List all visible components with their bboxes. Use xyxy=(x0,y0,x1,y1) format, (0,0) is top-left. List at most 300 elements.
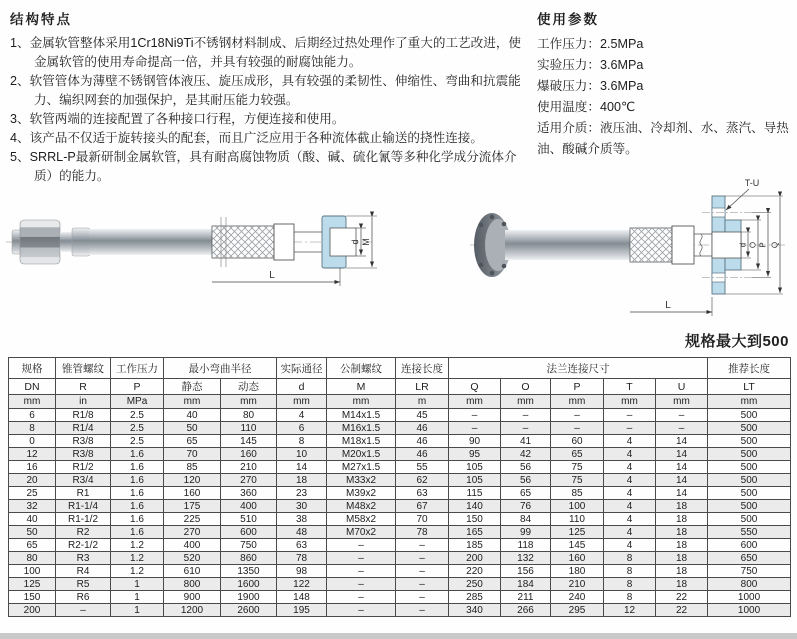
dim-label-l: L xyxy=(269,270,275,281)
param-temperature: 使用温度：400℃ xyxy=(537,100,636,114)
table-row xyxy=(9,474,791,487)
table-cell: 1.6 xyxy=(111,487,164,500)
table-cell: R1-1/4 xyxy=(56,500,111,513)
table-row xyxy=(9,578,791,591)
table-cell: 8 xyxy=(604,578,656,591)
col-group: 锥管螺纹 xyxy=(56,358,111,379)
table-cell: 67 xyxy=(396,500,449,513)
col-symbol: P xyxy=(111,379,164,395)
table-cell: 115 xyxy=(449,487,501,500)
table-row xyxy=(9,500,791,513)
table-cell: 4 xyxy=(277,409,327,422)
hose-diagram-flanged xyxy=(400,172,797,332)
col-unit: mm xyxy=(277,395,327,409)
table-cell: 1350 xyxy=(221,565,277,578)
table-cell: – xyxy=(501,422,551,435)
table-cell: 160 xyxy=(164,487,221,500)
table-cell: 12 xyxy=(9,448,56,461)
table-cell: 150 xyxy=(449,513,501,526)
col-group: 公制螺纹 xyxy=(327,358,396,379)
table-cell: 4 xyxy=(604,500,656,513)
table-cell: 750 xyxy=(221,539,277,552)
table-cell: 40 xyxy=(9,513,56,526)
dim-label-d: d xyxy=(738,242,748,248)
table-cell: 18 xyxy=(656,565,708,578)
table-cell: 78 xyxy=(277,552,327,565)
table-cell: M39x2 xyxy=(327,487,396,500)
page-edge-shadow xyxy=(0,633,797,639)
col-group: 工作压力 xyxy=(111,358,164,379)
table-cell: 500 xyxy=(708,474,791,487)
table-cell: R1 xyxy=(56,487,111,500)
table-cell: 48 xyxy=(277,526,327,539)
col-symbol: 静态 xyxy=(164,379,221,395)
col-unit: mm xyxy=(551,395,604,409)
table-cell: 46 xyxy=(396,435,449,448)
table-cell: R3/4 xyxy=(56,474,111,487)
dim-label-m: M xyxy=(361,238,371,246)
table-cell: 145 xyxy=(221,435,277,448)
table-cell: 8 xyxy=(277,435,327,448)
table-cell: 65 xyxy=(551,448,604,461)
table-cell: 85 xyxy=(164,461,221,474)
table-cell: 23 xyxy=(277,487,327,500)
bolt-hole xyxy=(479,263,484,268)
col-symbol: P xyxy=(551,379,604,395)
flange-bore xyxy=(712,232,741,258)
features-title: 结构特点 xyxy=(10,12,72,27)
feature-item: 1、金属软管整体采用1Cr18Ni9Ti不锈钢材料制成、后期经过热处理作了重大的工艺改进，使金属软管的使用寿命提高一倍，并具有较强的耐腐蚀能力。 xyxy=(10,36,522,69)
table-cell: 18 xyxy=(277,474,327,487)
table-cell: 1.6 xyxy=(111,513,164,526)
feature-item: 2、软管管体为薄壁不锈钢管体液压、旋压成形，具有较强的柔韧性、伸缩性、弯曲和抗震能力、编织网套的加强保护，是其耐压能力较强。 xyxy=(10,74,521,107)
table-cell: 65 xyxy=(164,435,221,448)
bolt-hole xyxy=(490,271,495,276)
collar xyxy=(274,224,294,260)
table-cell: 800 xyxy=(164,578,221,591)
table-cell: – xyxy=(327,604,396,617)
table-cell: 1 xyxy=(111,604,164,617)
col-unit: mm xyxy=(221,395,277,409)
table-cell: 1000 xyxy=(708,591,791,604)
table-cell: M70x2 xyxy=(327,526,396,539)
table-cell: 105 xyxy=(449,474,501,487)
table-cell: R3 xyxy=(56,552,111,565)
table-row xyxy=(9,552,791,565)
table-cell: M27x1.5 xyxy=(327,461,396,474)
col-symbol: O xyxy=(501,379,551,395)
table-cell: 175 xyxy=(164,500,221,513)
table-cell: 4 xyxy=(604,526,656,539)
table-cell: R1/4 xyxy=(56,422,111,435)
table-cell: 42 xyxy=(501,448,551,461)
table-cell: – xyxy=(396,604,449,617)
table-cell: 185 xyxy=(449,539,501,552)
table-cell: 1900 xyxy=(221,591,277,604)
table-cell: 211 xyxy=(501,591,551,604)
table-cell: 14 xyxy=(656,487,708,500)
table-row xyxy=(9,604,791,617)
table-cell: M20x1.5 xyxy=(327,448,396,461)
table-cell: 600 xyxy=(708,539,791,552)
table-cell: – xyxy=(396,539,449,552)
table-cell: 1 xyxy=(111,578,164,591)
table-cell: 200 xyxy=(449,552,501,565)
col-group: 法兰连接尺寸 xyxy=(449,358,708,379)
table-row xyxy=(9,565,791,578)
table-cell: 6 xyxy=(9,409,56,422)
table-cell: – xyxy=(604,409,656,422)
table-cell: – xyxy=(396,591,449,604)
table-row xyxy=(9,409,791,422)
table-cell: 1.6 xyxy=(111,474,164,487)
table-cell: 2.5 xyxy=(111,409,164,422)
table-cell: – xyxy=(396,565,449,578)
param-working-pressure: 工作压力：2.5MPa xyxy=(537,37,644,51)
table-row xyxy=(9,591,791,604)
param-media: 适用介质：液压油、冷却剂、水、蒸汽、导热油、酸碱介质等。 xyxy=(537,121,789,156)
table-cell: – xyxy=(327,565,396,578)
table-cell: 160 xyxy=(551,552,604,565)
table-cell: 4 xyxy=(604,487,656,500)
param-burst-pressure: 爆破压力：3.6MPa xyxy=(537,79,644,93)
col-symbol: U xyxy=(656,379,708,395)
table-cell: 165 xyxy=(449,526,501,539)
hose-body xyxy=(505,230,630,260)
table-cell: – xyxy=(656,422,708,435)
table-cell: 4 xyxy=(604,461,656,474)
col-symbol: LT xyxy=(708,379,791,395)
parameters-title: 使用参数 xyxy=(537,12,599,27)
table-row xyxy=(9,435,791,448)
table-cell: 22 xyxy=(656,604,708,617)
table-cell: 45 xyxy=(396,409,449,422)
table-cell: – xyxy=(449,409,501,422)
table-cell: 110 xyxy=(551,513,604,526)
table-cell: 84 xyxy=(501,513,551,526)
table-cell: 6 xyxy=(277,422,327,435)
table-cell: 184 xyxy=(501,578,551,591)
table-cell: 110 xyxy=(221,422,277,435)
table-cell: – xyxy=(56,604,111,617)
table-cell: 140 xyxy=(449,500,501,513)
col-unit: mm xyxy=(604,395,656,409)
table-cell: 65 xyxy=(9,539,56,552)
table-cell: M14x1.5 xyxy=(327,409,396,422)
table-cell: 1.6 xyxy=(111,448,164,461)
table-cell: 900 xyxy=(164,591,221,604)
table-cell: 500 xyxy=(708,513,791,526)
table-cell: 250 xyxy=(449,578,501,591)
table-cell: 14 xyxy=(656,461,708,474)
col-symbol: Q xyxy=(449,379,501,395)
table-cell: 500 xyxy=(708,500,791,513)
table-cell: 25 xyxy=(9,487,56,500)
table-cell: 400 xyxy=(164,539,221,552)
dim-label-p: P xyxy=(758,242,768,248)
table-cell: 14 xyxy=(656,435,708,448)
table-cell: 70 xyxy=(164,448,221,461)
col-group: 实际通径 xyxy=(277,358,327,379)
col-symbol: LR xyxy=(396,379,449,395)
table-cell: 20 xyxy=(9,474,56,487)
table-cell: 148 xyxy=(277,591,327,604)
table-cell: R1-1/2 xyxy=(56,513,111,526)
table-cell: – xyxy=(327,578,396,591)
ferrule xyxy=(72,228,90,256)
col-symbol: d xyxy=(277,379,327,395)
col-unit: mm xyxy=(501,395,551,409)
table-cell: M33x2 xyxy=(327,474,396,487)
table-cell: R3/8 xyxy=(56,435,111,448)
table-cell: 80 xyxy=(221,409,277,422)
header-group-row xyxy=(9,358,791,379)
table-cell: 4 xyxy=(604,435,656,448)
feature-item: 4、该产品不仅适于旋转接头的配套，而且广泛应用于各种流体截止输送的挠性连接。 xyxy=(10,131,483,145)
table-cell: 510 xyxy=(221,513,277,526)
table-cell: 500 xyxy=(708,461,791,474)
table-cell: 46 xyxy=(396,448,449,461)
table-cell: 70 xyxy=(396,513,449,526)
table-cell: – xyxy=(551,409,604,422)
table-cell: 78 xyxy=(396,526,449,539)
col-unit: in xyxy=(56,395,111,409)
hose-body xyxy=(89,229,212,255)
table-cell: 400 xyxy=(221,500,277,513)
col-symbol: R xyxy=(56,379,111,395)
bolt-hole xyxy=(490,215,495,220)
table-cell: 650 xyxy=(708,552,791,565)
table-cell: 1.2 xyxy=(111,539,164,552)
col-unit: MPa xyxy=(111,395,164,409)
table-cell: 550 xyxy=(708,526,791,539)
table-cell: 76 xyxy=(501,500,551,513)
dim-label-o: O xyxy=(748,241,758,249)
table-cell: 30 xyxy=(277,500,327,513)
table-cell: 500 xyxy=(708,409,791,422)
table-cell: 18 xyxy=(656,539,708,552)
table-cell: – xyxy=(501,409,551,422)
table-cell: 4 xyxy=(604,513,656,526)
features-section xyxy=(10,8,522,186)
table-cell: 195 xyxy=(277,604,327,617)
spec-table xyxy=(8,357,791,617)
spec-table-body xyxy=(9,409,791,617)
table-cell: 14 xyxy=(656,448,708,461)
table-cell: 99 xyxy=(501,526,551,539)
table-cell: 1.6 xyxy=(111,500,164,513)
table-cell: 8 xyxy=(9,422,56,435)
table-cell: 14 xyxy=(277,461,327,474)
col-symbol: 动态 xyxy=(221,379,277,395)
table-cell: 200 xyxy=(9,604,56,617)
table-cell: 4 xyxy=(604,448,656,461)
table-cell: 132 xyxy=(501,552,551,565)
table-cell: 1600 xyxy=(221,578,277,591)
dim-label-tu: T-U xyxy=(744,178,760,188)
table-cell: 156 xyxy=(501,565,551,578)
col-unit: mm xyxy=(327,395,396,409)
col-symbol: T xyxy=(604,379,656,395)
table-cell: 100 xyxy=(551,500,604,513)
header-symbol-row xyxy=(9,379,791,395)
table-row xyxy=(9,487,791,500)
table-cell: – xyxy=(396,578,449,591)
table-cell: 120 xyxy=(164,474,221,487)
parameters-section xyxy=(537,8,789,160)
table-cell: 750 xyxy=(708,565,791,578)
hex-nut xyxy=(20,220,60,264)
table-cell: R2 xyxy=(56,526,111,539)
table-cell: 46 xyxy=(396,422,449,435)
feature-item: 5、SRRL-P最新研制金属软管，具有耐高腐蚀物质（酸、碱、硫化氰等多种化学成分流体介质）的能力。 xyxy=(10,150,517,183)
table-row xyxy=(9,526,791,539)
dim-label-q: Q xyxy=(770,241,780,249)
table-cell: 18 xyxy=(656,513,708,526)
hose-end-cap xyxy=(12,230,21,254)
col-symbol: M xyxy=(327,379,396,395)
table-cell: 180 xyxy=(551,565,604,578)
table-cell: M18x1.5 xyxy=(327,435,396,448)
table-cell: 62 xyxy=(396,474,449,487)
table-cell: 41 xyxy=(501,435,551,448)
table-cell: 800 xyxy=(708,578,791,591)
table-cell: 1000 xyxy=(708,604,791,617)
max-spec-note: 规格最大到500 xyxy=(684,333,789,350)
table-cell: 295 xyxy=(551,604,604,617)
table-cell: 40 xyxy=(164,409,221,422)
table-cell: M48x2 xyxy=(327,500,396,513)
table-cell: R6 xyxy=(56,591,111,604)
col-group: 最小弯曲半径 xyxy=(164,358,277,379)
table-cell: 10 xyxy=(277,448,327,461)
col-unit: mm xyxy=(164,395,221,409)
table-cell: 100 xyxy=(9,565,56,578)
table-cell: 95 xyxy=(449,448,501,461)
table-cell: 16 xyxy=(9,461,56,474)
dim-label-l: L xyxy=(665,300,671,311)
table-cell: 520 xyxy=(164,552,221,565)
table-cell: – xyxy=(449,422,501,435)
table-cell: 18 xyxy=(656,552,708,565)
col-group: 连接长度 xyxy=(396,358,449,379)
table-cell: – xyxy=(656,409,708,422)
dim-label-d: d xyxy=(350,239,360,245)
table-cell: 2600 xyxy=(221,604,277,617)
table-cell: 270 xyxy=(164,526,221,539)
table-cell: 360 xyxy=(221,487,277,500)
table-cell: 98 xyxy=(277,565,327,578)
table-cell: 65 xyxy=(501,487,551,500)
table-cell: 270 xyxy=(221,474,277,487)
table-cell: 63 xyxy=(277,539,327,552)
table-cell: R1/8 xyxy=(56,409,111,422)
col-symbol: DN xyxy=(9,379,56,395)
table-cell: 860 xyxy=(221,552,277,565)
table-cell: 500 xyxy=(708,422,791,435)
table-cell: R2-1/2 xyxy=(56,539,111,552)
table-row xyxy=(9,539,791,552)
table-cell: R3/8 xyxy=(56,448,111,461)
table-cell: 610 xyxy=(164,565,221,578)
table-cell: 1.2 xyxy=(111,552,164,565)
table-row xyxy=(9,461,791,474)
bolt-hole xyxy=(502,264,507,269)
bolt-hole xyxy=(502,222,507,227)
nut-neck xyxy=(60,232,72,252)
table-cell: 60 xyxy=(551,435,604,448)
table-cell: 2.5 xyxy=(111,435,164,448)
table-cell: 32 xyxy=(9,500,56,513)
table-cell: 90 xyxy=(449,435,501,448)
table-cell: 150 xyxy=(9,591,56,604)
table-cell: 160 xyxy=(221,448,277,461)
table-cell: 210 xyxy=(551,578,604,591)
table-cell: 2.5 xyxy=(111,422,164,435)
table-cell: M58x2 xyxy=(327,513,396,526)
table-cell: 14 xyxy=(656,474,708,487)
table-cell: 4 xyxy=(604,474,656,487)
table-cell: 1 xyxy=(111,591,164,604)
table-cell: 210 xyxy=(221,461,277,474)
table-cell: 1200 xyxy=(164,604,221,617)
table-cell: 125 xyxy=(9,578,56,591)
table-cell: 8 xyxy=(604,565,656,578)
header-unit-row xyxy=(9,395,791,409)
table-cell: – xyxy=(396,552,449,565)
table-cell: – xyxy=(327,591,396,604)
table-cell: 18 xyxy=(656,526,708,539)
table-cell: 225 xyxy=(164,513,221,526)
table-cell: 122 xyxy=(277,578,327,591)
table-cell: 600 xyxy=(221,526,277,539)
table-cell: 38 xyxy=(277,513,327,526)
table-cell: 18 xyxy=(656,578,708,591)
table-cell: 1.6 xyxy=(111,461,164,474)
table-cell: 63 xyxy=(396,487,449,500)
table-cell: 240 xyxy=(551,591,604,604)
table-cell: 500 xyxy=(708,448,791,461)
hose-diagram-threaded xyxy=(0,186,400,316)
table-cell: 50 xyxy=(9,526,56,539)
table-cell: 56 xyxy=(501,474,551,487)
table-row xyxy=(9,513,791,526)
spec-table-section xyxy=(8,357,790,617)
col-unit: mm xyxy=(9,395,56,409)
table-cell: 220 xyxy=(449,565,501,578)
table-cell: 500 xyxy=(708,487,791,500)
table-cell: 80 xyxy=(9,552,56,565)
table-cell: 285 xyxy=(449,591,501,604)
feature-item: 3、软管两端的连接配置了各种接口行程，方便连接和使用。 xyxy=(10,112,345,126)
table-cell: 105 xyxy=(449,461,501,474)
table-cell: 85 xyxy=(551,487,604,500)
table-cell: 500 xyxy=(708,435,791,448)
table-cell: 1.2 xyxy=(111,565,164,578)
table-cell: 12 xyxy=(604,604,656,617)
collar xyxy=(672,226,694,264)
table-cell: R1/2 xyxy=(56,461,111,474)
table-cell: R4 xyxy=(56,565,111,578)
bolt-hole xyxy=(479,223,484,228)
table-cell: 266 xyxy=(501,604,551,617)
col-unit: mm xyxy=(449,395,501,409)
table-row xyxy=(9,448,791,461)
leader-tu xyxy=(726,189,749,210)
table-cell: 4 xyxy=(604,539,656,552)
col-unit: mm xyxy=(656,395,708,409)
table-cell: 8 xyxy=(604,552,656,565)
